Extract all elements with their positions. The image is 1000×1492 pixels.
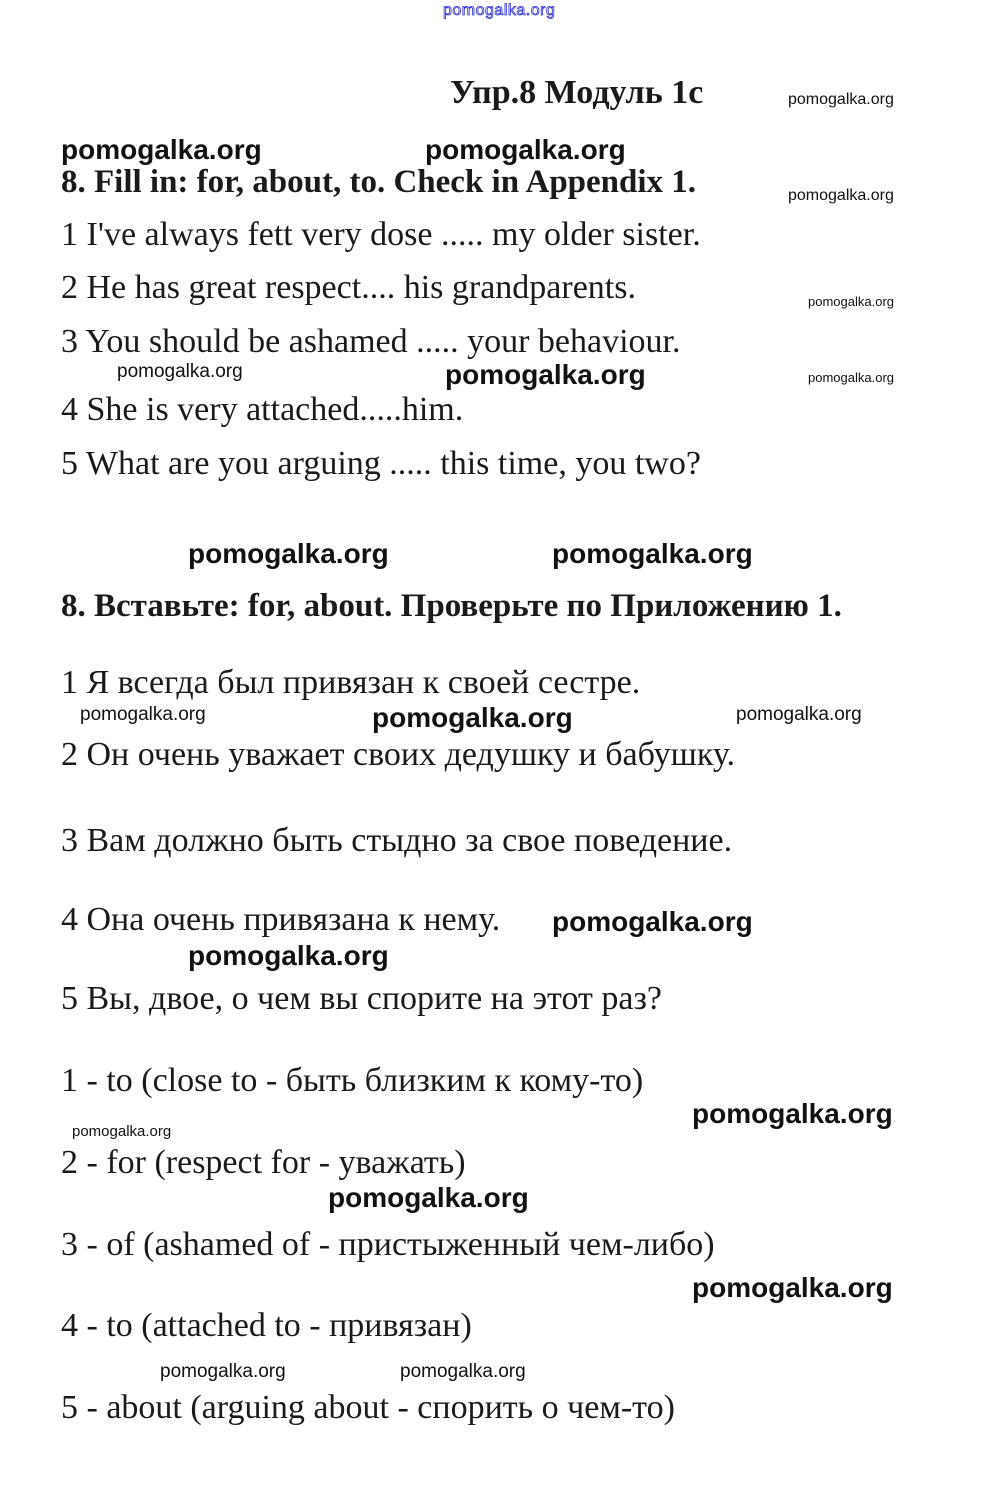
watermark: pomogalka.org (188, 538, 389, 569)
watermark: pomogalka.org (328, 1182, 529, 1213)
watermark: pomogalka.org (808, 370, 894, 385)
exercise-heading-ru: 8. Вставьте: for, about. Проверьте по Приложению 1. (61, 588, 842, 624)
answer-item: 1 - to (close to - быть близким к кому-то) (61, 1062, 644, 1099)
answer-item: 2 - for (respect for - уважать) (61, 1144, 466, 1181)
answer-item: 4 - to (attached to - привязан) (61, 1307, 472, 1344)
watermark: pomogalka.org (160, 1361, 286, 1382)
translation-item: 2 Он очень уважает своих дедушку и бабушку. (61, 736, 735, 773)
exercise-item: 2 He has great respect.... his grandparents. (61, 269, 636, 306)
watermark: pomogalka.org (72, 1123, 172, 1140)
exercise-item: 4 She is very attached.....him. (61, 391, 464, 428)
watermark-top: pomogalka.org (443, 2, 556, 19)
watermark: pomogalka.org (80, 704, 206, 725)
page-title: Упр.8 Модуль 1с (450, 74, 704, 111)
watermark: pomogalka.org (552, 538, 753, 569)
watermark: pomogalka.org (372, 702, 573, 733)
watermark: pomogalka.org (692, 1272, 893, 1303)
watermark: pomogalka.org (788, 187, 894, 204)
watermark: pomogalka.org (61, 134, 262, 165)
watermark: pomogalka.org (552, 906, 753, 937)
translation-item: 1 Я всегда был привязан к своей сестре. (61, 664, 641, 701)
watermark: pomogalka.org (788, 91, 894, 108)
exercise-heading-en: 8. Fill in: for, about, to. Check in Appendix 1. (61, 164, 697, 200)
answer-item: 3 - of (ashamed of - пристыженный чем-либо) (61, 1226, 715, 1263)
translation-item: 5 Вы, двое, о чем вы спорите на этот раз? (61, 980, 662, 1017)
watermark: pomogalka.org (188, 940, 389, 971)
watermark: pomogalka.org (808, 294, 894, 309)
translation-item: 4 Она очень привязана к нему. (61, 901, 501, 938)
watermark: pomogalka.org (445, 359, 646, 390)
watermark: pomogalka.org (117, 361, 243, 382)
exercise-item: 3 You should be ashamed ..... your behaviour. (61, 323, 681, 360)
watermark: pomogalka.org (736, 704, 862, 725)
answer-item: 5 - about (arguing about - спорить о чем-то) (61, 1389, 675, 1426)
exercise-item: 1 I've always fett very dose ..... my older sister. (61, 216, 701, 253)
watermark: pomogalka.org (425, 134, 626, 165)
translation-item: 3 Вам должно быть стыдно за свое поведение. (61, 822, 733, 859)
watermark: pomogalka.org (692, 1098, 893, 1129)
exercise-item: 5 What are you arguing ..... this time, you two? (61, 445, 701, 482)
watermark: pomogalka.org (400, 1361, 526, 1382)
